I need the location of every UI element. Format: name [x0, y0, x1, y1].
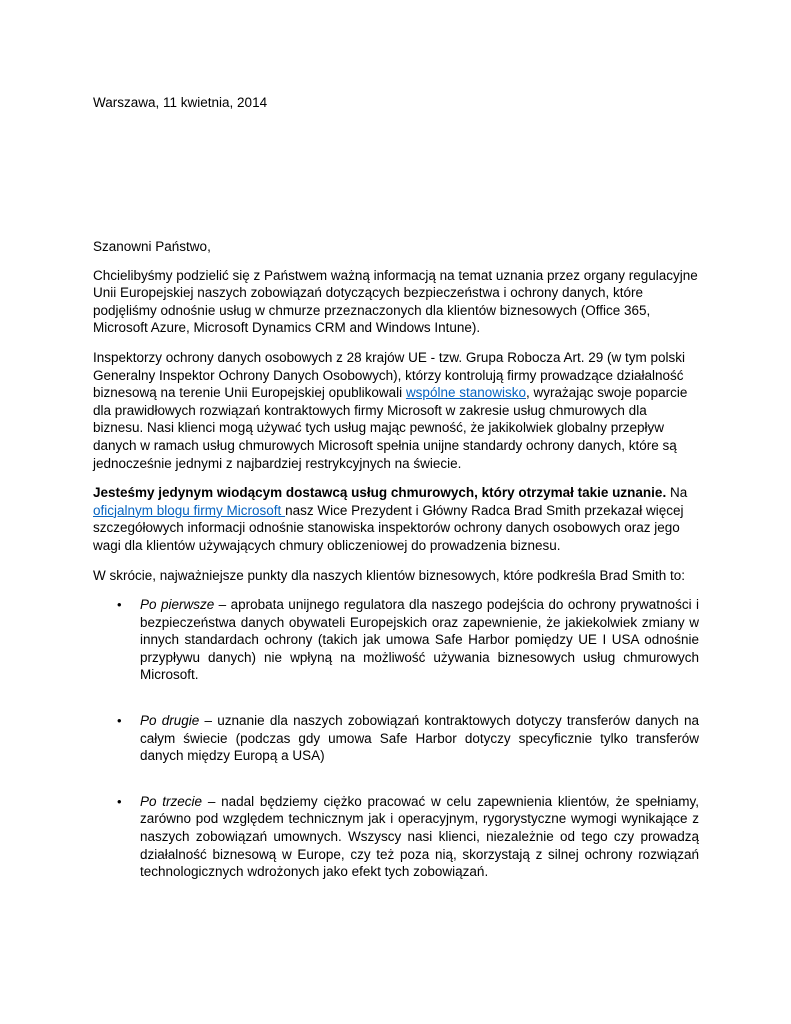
bullet-icon: • [117, 793, 122, 809]
paragraph-leader [93, 484, 699, 554]
list-item-text: – nadal będziemy ciężko pracować w celu zapewnienia klientów, że spełniamy, zarówno pod względem technicznym jak i operacyjnym, rygorystyczne wymogi wynikające z naszych zobowiązań umownych. Wszyscy nasi klienci, niezależnie od tego czy prowadzą działalność biznesową w Europe, czy też poza nią, skorzystają z silnej ochrony rozwiązań technologicznych wdrożonych jako efekt tych zobowiązań. [140, 793, 699, 880]
list-item-lead: Po pierwsze [140, 597, 215, 613]
paragraph-inspectors-text-1: Inspektorzy ochrony danych osobowych z 28 krajów UE - tzw. Grupa Robocza Art. 29 (w tym polski Generalny Inspektor Ochrony Danych Osobowych), którzy kontrolują firmy prowadzące działalność biznesową na terenie Unii Europejskiej opublikowali [93, 349, 686, 401]
bullet-icon: • [117, 713, 122, 729]
letter-date: Warszawa, 11 kwietnia, 2014 [93, 95, 268, 110]
microsoft-blog-link[interactable]: oficjalnym blogu firmy Microsoft [93, 502, 286, 518]
list-item-text: – aprobata unijnego regulatora dla naszego podejścia do ochrony prywatności i bezpieczeństwa danych obywateli Europejskich oraz zapewnienie, że jakiekolwiek zmiany w innych standardach ochrony (takich jak umowa Safe Harbor pomiędzy UE I USA odnośnie przypływu danych) nie wpłyną na możliwość używania biznesowych usług chmurowych Microsoft. [140, 597, 699, 683]
paragraph-inspectors [93, 349, 699, 472]
list-item-lead: Po trzecie [140, 793, 203, 809]
list-item [93, 793, 699, 881]
list-item-text: – uznanie dla naszych zobowiązań kontraktowych dotyczy transferów danych na całym świecie (podczas gdy umowa Safe Harbor dotyczy specyficznie tylko transferów danych między Europą a USA) [140, 713, 699, 764]
letter-greeting: Szanowni Państwo, [93, 239, 211, 254]
key-points-list [93, 596, 699, 881]
paragraph-leader-text-2: nasz Wice Prezydent i Główny Radca Brad Smith przekazał więcej szczegółowych informacji odnośnie stanowiska inspektorów ochrony danych osobowych oraz jego wagi dla klientów używających chmury obliczeniowej do prowadzenia biznesu. [93, 502, 684, 553]
leader-statement: Jesteśmy jedynym wiodącym dostawcą usług chmurowych, który otrzymał takie uznanie. [93, 485, 667, 501]
list-item [93, 596, 699, 684]
letter-body [93, 238, 699, 909]
bullet-icon: • [117, 597, 122, 613]
joint-opinion-link[interactable]: wspólne stanowisko [405, 385, 527, 401]
list-item-lead: Po drugie [140, 713, 200, 729]
list-item [93, 712, 699, 765]
paragraph-intro: Chcielibyśmy podzielić się z Państwem ważną informacją na temat uznania przez organy regulacyjne Unii Europejskiej naszych zobowiązań dotyczących bezpieczeństwa i ochrony danych, które podjęliśmy odnośnie usług w chmurze przeznaczonych dla klientów biznesowych (Office 365, Microsoft Azure, Microsoft Dynamics CRM and Windows Intune). [93, 267, 698, 336]
paragraph-summary: W skrócie, najważniejsze punkty dla naszych klientów biznesowych, które podkreśla Brad Smith to: [93, 567, 686, 583]
paragraph-leader-text-1: Na [666, 485, 688, 501]
paragraph-inspectors-text-2: , wyrażając swoje poparcie dla prawidłowych rozwiązań kontraktowych firmy Microsoft w zakresie usług chmurowych dla biznesu. Nasi klienci mogą używać tych usług mając pewność, że jakikolwiek globalny przepływ danych w ramach usług chmurowych Microsoft spełnia unijne standardy ochrony danych, które są jednocześnie jednymi z najbardziej restrykcyjnych na świecie. [93, 385, 688, 471]
